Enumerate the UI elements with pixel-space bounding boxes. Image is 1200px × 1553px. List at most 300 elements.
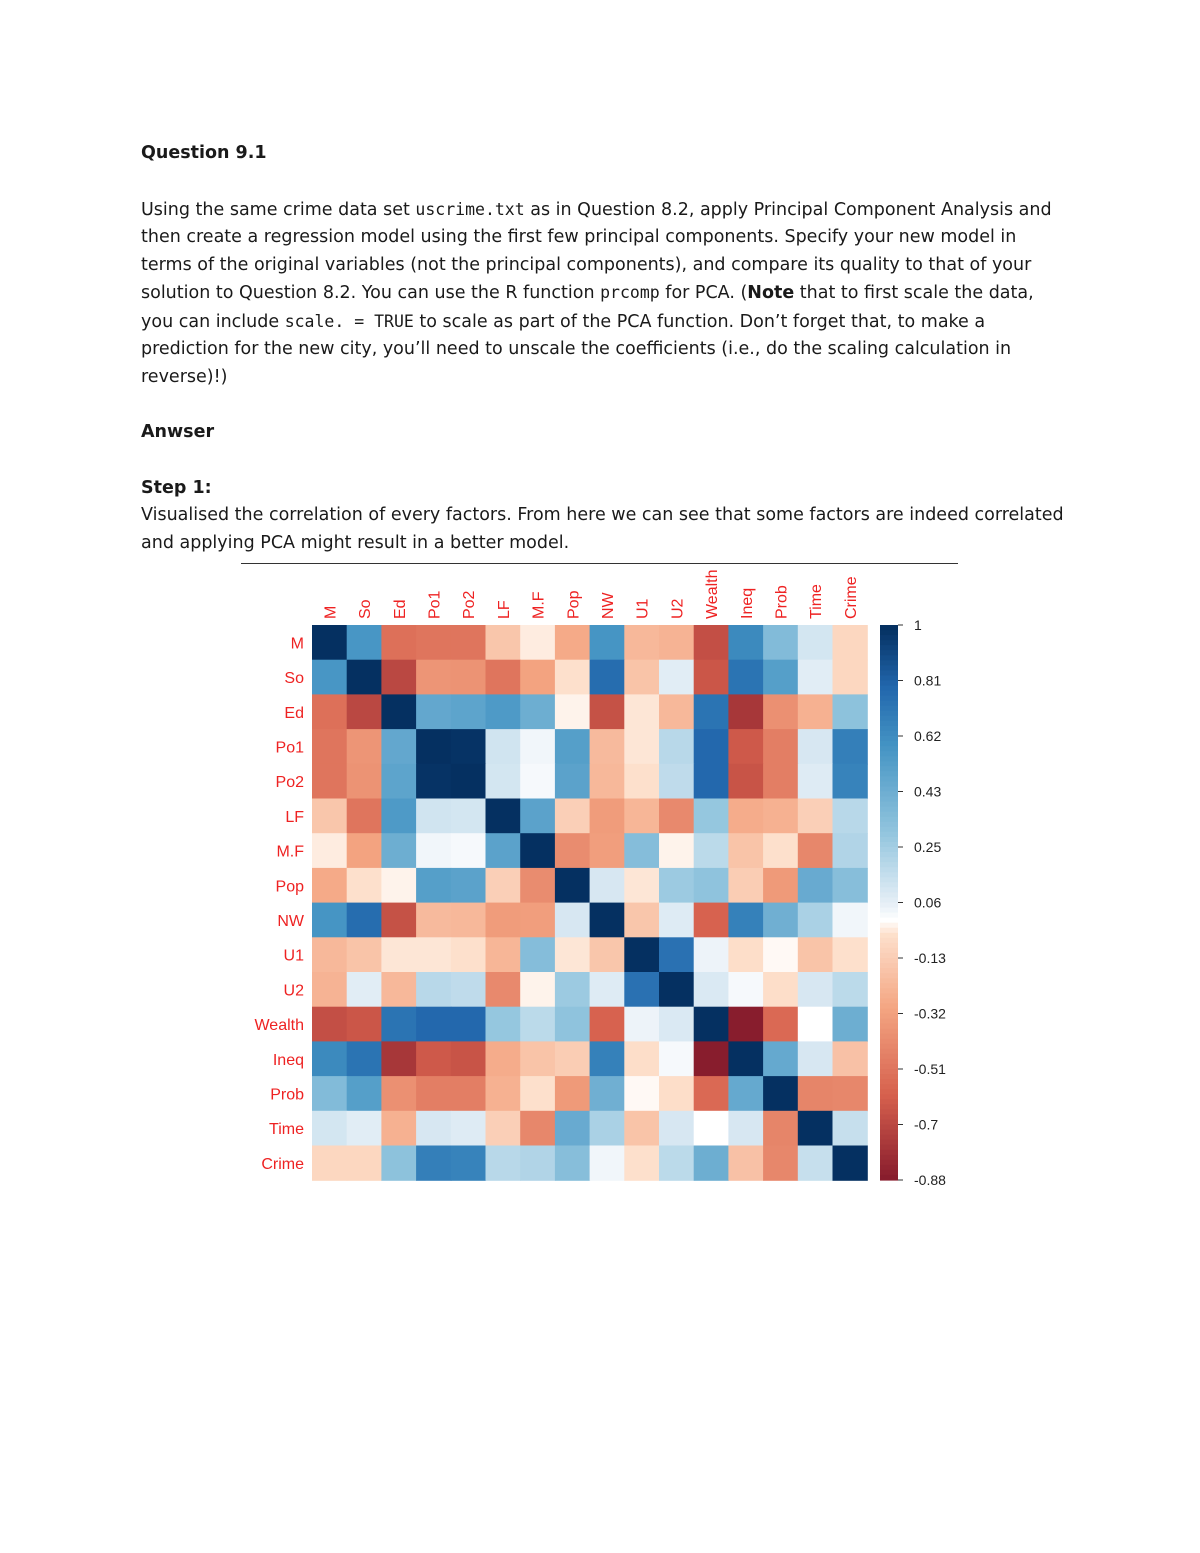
colorbar-segment bbox=[880, 665, 898, 671]
colorbar-segment bbox=[880, 963, 898, 969]
heatmap-cell-Crime-U2 bbox=[659, 1146, 694, 1181]
horizontal-rule bbox=[241, 563, 958, 564]
colorbar-segment bbox=[880, 903, 898, 909]
heatmap-cell-Pop-Pop bbox=[555, 868, 590, 903]
heatmap-cell-Wealth-M bbox=[312, 1007, 347, 1042]
heatmap-cell-Po1-LF bbox=[486, 729, 521, 764]
heatmap-cell-Crime-M bbox=[312, 1146, 347, 1181]
heatmap-cell-LF-Ineq bbox=[728, 799, 763, 834]
heatmap-cell-Ineq-Crime bbox=[833, 1041, 868, 1076]
colorbar-segment bbox=[880, 827, 898, 833]
heatmap-cell-NW-U1 bbox=[624, 903, 659, 938]
heatmap-cell-M-Po2 bbox=[451, 625, 486, 660]
colorbar-segment bbox=[880, 983, 898, 989]
colorbar-segment bbox=[880, 746, 898, 752]
heatmap-cell-Po1-U2 bbox=[659, 729, 694, 764]
heatmap-cell-Prob-M bbox=[312, 1076, 347, 1111]
heatmap-cell-Pop-M.F bbox=[520, 868, 555, 903]
heatmap-cell-So-Time bbox=[798, 660, 833, 695]
colorbar-segment bbox=[880, 1054, 898, 1060]
heatmap-cell-Po2-U1 bbox=[624, 764, 659, 799]
colorbar-tick-label: -0.7 bbox=[914, 1116, 939, 1133]
heatmap-cell-U2-M bbox=[312, 972, 347, 1007]
colorbar-segment bbox=[880, 817, 898, 823]
heatmap-cell-U2-Crime bbox=[833, 972, 868, 1007]
heatmap-cell-Ed-U1 bbox=[624, 694, 659, 729]
colorbar-segment bbox=[880, 933, 898, 939]
heatmap-cell-Pop-Ed bbox=[381, 868, 416, 903]
heatmap-cell-LF-NW bbox=[590, 799, 625, 834]
col-label-Po2: Po2 bbox=[461, 590, 479, 619]
heatmap-cell-Wealth-Po1 bbox=[416, 1007, 451, 1042]
heatmap-cell-Po1-NW bbox=[590, 729, 625, 764]
heatmap-cell-Crime-U1 bbox=[624, 1146, 659, 1181]
code-prcomp: prcomp bbox=[600, 283, 660, 302]
heatmap-cell-Crime-Po1 bbox=[416, 1146, 451, 1181]
heatmap-cell-U1-So bbox=[347, 937, 382, 972]
colorbar-segment bbox=[880, 1150, 898, 1156]
colorbar-segment bbox=[880, 1074, 898, 1080]
heatmap-cell-M-Crime bbox=[833, 625, 868, 660]
col-label-Po1: Po1 bbox=[426, 590, 444, 619]
heatmap-cell-U1-U1 bbox=[624, 937, 659, 972]
colorbar-segment bbox=[880, 706, 898, 712]
row-label-Ineq: Ineq bbox=[272, 1051, 304, 1069]
note-label: Note bbox=[747, 283, 795, 303]
heatmap-cell-NW-Crime bbox=[833, 903, 868, 938]
heatmap-cell-So-Prob bbox=[763, 660, 798, 695]
row-label-Prob: Prob bbox=[270, 1086, 304, 1104]
heatmap-cell-Pop-U2 bbox=[659, 868, 694, 903]
question-title: Question 9.1 bbox=[141, 143, 267, 163]
heatmap-cell-Ed-Time bbox=[798, 694, 833, 729]
heatmap-cell-LF-M bbox=[312, 799, 347, 834]
heatmap-cell-Pop-Crime bbox=[833, 868, 868, 903]
heatmap-cell-Ineq-Wealth bbox=[694, 1041, 729, 1076]
colorbar-segment bbox=[880, 1003, 898, 1009]
heatmap-cell-Po2-Po1 bbox=[416, 764, 451, 799]
heatmap-cell-M.F-U2 bbox=[659, 833, 694, 868]
heatmap-cell-LF-Ed bbox=[381, 799, 416, 834]
heatmap-cell-Time-Ineq bbox=[728, 1111, 763, 1146]
col-label-U2: U2 bbox=[669, 598, 687, 619]
colorbar-segment bbox=[880, 1049, 898, 1055]
heatmap-cell-Ed-M bbox=[312, 694, 347, 729]
heatmap-cell-Prob-Wealth bbox=[694, 1076, 729, 1111]
colorbar-segment bbox=[880, 1084, 898, 1090]
row-label-Ed: Ed bbox=[284, 704, 304, 722]
heatmap-cell-Ineq-M bbox=[312, 1041, 347, 1076]
heatmap-cell-Ed-Pop bbox=[555, 694, 590, 729]
heatmap-cell-Pop-Po1 bbox=[416, 868, 451, 903]
row-label-Pop: Pop bbox=[275, 878, 304, 896]
heatmap-cell-U1-Ed bbox=[381, 937, 416, 972]
heatmap-cell-Po1-Pop bbox=[555, 729, 590, 764]
heatmap-cell-Time-U2 bbox=[659, 1111, 694, 1146]
heatmap-cell-Ineq-So bbox=[347, 1041, 382, 1076]
col-label-Time: Time bbox=[808, 584, 826, 619]
heatmap-cell-M-Po1 bbox=[416, 625, 451, 660]
colorbar-segment bbox=[880, 943, 898, 949]
heatmap-cell-Crime-Ineq bbox=[728, 1146, 763, 1181]
heatmap-cell-U2-Ineq bbox=[728, 972, 763, 1007]
row-label-NW: NW bbox=[277, 912, 304, 930]
heatmap-cell-Prob-Pop bbox=[555, 1076, 590, 1111]
heatmap-cell-NW-Po1 bbox=[416, 903, 451, 938]
heatmap-cell-U1-Po1 bbox=[416, 937, 451, 972]
col-label-M: M bbox=[322, 605, 340, 619]
heatmap-cell-Pop-So bbox=[347, 868, 382, 903]
colorbar-segment bbox=[880, 640, 898, 646]
heatmap-cell-Pop-M bbox=[312, 868, 347, 903]
heatmap-cell-Time-U1 bbox=[624, 1111, 659, 1146]
heatmap-cell-U2-M.F bbox=[520, 972, 555, 1007]
heatmap-cell-Time-Po2 bbox=[451, 1111, 486, 1146]
colorbar-segment bbox=[880, 670, 898, 676]
heatmap-cell-M.F-LF bbox=[486, 833, 521, 868]
colorbar-segment bbox=[880, 781, 898, 787]
document-body bbox=[141, 140, 1071, 557]
heatmap-cell-Time-M.F bbox=[520, 1111, 555, 1146]
colorbar-segment bbox=[880, 786, 898, 792]
colorbar-segment bbox=[880, 797, 898, 803]
heatmap-cell-Ed-Ed bbox=[381, 694, 416, 729]
heatmap-cell-Ineq-Po2 bbox=[451, 1041, 486, 1076]
heatmap-cell-Pop-U1 bbox=[624, 868, 659, 903]
col-label-M.F: M.F bbox=[530, 591, 548, 619]
colorbar-tick-label: 1 bbox=[914, 617, 922, 633]
heatmap-cell-Prob-Crime bbox=[833, 1076, 868, 1111]
colorbar-segment bbox=[880, 731, 898, 737]
heatmap-cell-LF-Po1 bbox=[416, 799, 451, 834]
heatmap-cell-M-Ed bbox=[381, 625, 416, 660]
col-label-LF: LF bbox=[495, 600, 513, 619]
col-label-Crime: Crime bbox=[842, 576, 860, 619]
heatmap-cell-So-U2 bbox=[659, 660, 694, 695]
heatmap-cell-M.F-Po2 bbox=[451, 833, 486, 868]
colorbar-segment bbox=[880, 857, 898, 863]
heatmap-cell-Po2-Po2 bbox=[451, 764, 486, 799]
heatmap-cell-Crime-Pop bbox=[555, 1146, 590, 1181]
colorbar-tick-label: -0.32 bbox=[914, 1005, 946, 1022]
heatmap-cell-M.F-NW bbox=[590, 833, 625, 868]
heatmap-cell-So-Po1 bbox=[416, 660, 451, 695]
heatmap-cell-M.F-Ineq bbox=[728, 833, 763, 868]
colorbar-segment bbox=[880, 998, 898, 1004]
colorbar-segment bbox=[880, 918, 898, 924]
heatmap-cell-Ed-Po2 bbox=[451, 694, 486, 729]
colorbar-segment bbox=[880, 726, 898, 732]
colorbar-segment bbox=[880, 655, 898, 661]
heatmap-cell-M-Wealth bbox=[694, 625, 729, 660]
colorbar-segment bbox=[880, 802, 898, 808]
colorbar-segment bbox=[880, 696, 898, 702]
heatmap-cell-M-M bbox=[312, 625, 347, 660]
col-label-U1: U1 bbox=[634, 598, 652, 619]
heatmap-cell-NW-LF bbox=[486, 903, 521, 938]
heatmap-cell-Ed-Po1 bbox=[416, 694, 451, 729]
colorbar-segment bbox=[880, 953, 898, 959]
heatmap-cell-Po1-Wealth bbox=[694, 729, 729, 764]
heatmap-cell-LF-Prob bbox=[763, 799, 798, 834]
heatmap-cell-Po2-Ed bbox=[381, 764, 416, 799]
heatmap-cell-Wealth-M.F bbox=[520, 1007, 555, 1042]
col-label-Ed: Ed bbox=[391, 599, 409, 619]
heatmap-cell-Pop-Po2 bbox=[451, 868, 486, 903]
colorbar-segment bbox=[880, 1155, 898, 1161]
colorbar-segment bbox=[880, 1008, 898, 1014]
colorbar-segment bbox=[880, 1079, 898, 1085]
heatmap-cell-Po2-Ineq bbox=[728, 764, 763, 799]
colorbar-segment bbox=[880, 776, 898, 782]
heatmap-cell-So-M.F bbox=[520, 660, 555, 695]
colorbar-segment bbox=[880, 948, 898, 954]
heatmap-cell-U2-Ed bbox=[381, 972, 416, 1007]
colorbar-segment bbox=[880, 686, 898, 692]
heatmap-cell-Wealth-U2 bbox=[659, 1007, 694, 1042]
row-label-Wealth: Wealth bbox=[254, 1017, 304, 1035]
heatmap-cell-U1-Crime bbox=[833, 937, 868, 972]
heatmap-cell-Po1-Ineq bbox=[728, 729, 763, 764]
heatmap-cell-Crime-Crime bbox=[833, 1146, 868, 1181]
colorbar-segment bbox=[880, 978, 898, 984]
heatmap-cell-M.F-So bbox=[347, 833, 382, 868]
colorbar-segment bbox=[880, 675, 898, 681]
colorbar-segment bbox=[880, 761, 898, 767]
heatmap-cell-So-NW bbox=[590, 660, 625, 695]
colorbar-segment bbox=[880, 807, 898, 813]
heatmap-cell-Time-Ed bbox=[381, 1111, 416, 1146]
heatmap-cell-NW-Ed bbox=[381, 903, 416, 938]
heatmap-cell-U2-So bbox=[347, 972, 382, 1007]
heatmap-cell-Prob-Time bbox=[798, 1076, 833, 1111]
heatmap-cell-So-LF bbox=[486, 660, 521, 695]
colorbar-segment bbox=[880, 1170, 898, 1176]
heatmap-cell-Prob-NW bbox=[590, 1076, 625, 1111]
heatmap-cell-NW-Wealth bbox=[694, 903, 729, 938]
heatmap-cell-U1-M.F bbox=[520, 937, 555, 972]
heatmap-cell-Time-Time bbox=[798, 1111, 833, 1146]
heatmap-cell-U1-Prob bbox=[763, 937, 798, 972]
heatmap-cell-Ineq-U2 bbox=[659, 1041, 694, 1076]
question-text-part1: Using the same crime data set bbox=[141, 199, 416, 220]
colorbar-segment bbox=[880, 897, 898, 903]
heatmap-cell-Ineq-Pop bbox=[555, 1041, 590, 1076]
heatmap-cell-Prob-Prob bbox=[763, 1076, 798, 1111]
heatmap-cell-Time-So bbox=[347, 1111, 382, 1146]
heatmap-cell-Po1-So bbox=[347, 729, 382, 764]
colorbar-tick-label: -0.88 bbox=[914, 1172, 946, 1188]
heatmap-cell-Ed-Wealth bbox=[694, 694, 729, 729]
heatmap-cell-LF-U2 bbox=[659, 799, 694, 834]
heatmap-cell-NW-So bbox=[347, 903, 382, 938]
heatmap-cell-M-M.F bbox=[520, 625, 555, 660]
heatmap-cell-M-So bbox=[347, 625, 382, 660]
heatmap-cell-LF-Po2 bbox=[451, 799, 486, 834]
heatmap-cell-Time-Po1 bbox=[416, 1111, 451, 1146]
heatmap-cell-U1-Time bbox=[798, 937, 833, 972]
heatmap-cell-U1-M bbox=[312, 937, 347, 972]
heatmap-cell-Ineq-NW bbox=[590, 1041, 625, 1076]
colorbar-segment bbox=[880, 711, 898, 717]
colorbar-segment bbox=[880, 1019, 898, 1025]
heatmap-cell-NW-NW bbox=[590, 903, 625, 938]
question-text bbox=[141, 196, 1071, 392]
colorbar-segment bbox=[880, 736, 898, 742]
heatmap-cell-M.F-Ed bbox=[381, 833, 416, 868]
colorbar-tick-label: 0.25 bbox=[914, 839, 942, 855]
col-label-NW: NW bbox=[599, 592, 617, 619]
colorbar-segment bbox=[880, 1175, 898, 1181]
heatmap-cell-NW-Po2 bbox=[451, 903, 486, 938]
heatmap-cell-Ed-So bbox=[347, 694, 382, 729]
colorbar-segment bbox=[880, 660, 898, 666]
heatmap-cell-Wealth-Ed bbox=[381, 1007, 416, 1042]
heatmap-cell-Crime-Ed bbox=[381, 1146, 416, 1181]
question-text-part5: to scale as part of the PCA function. Don’t forget that, to make a prediction for the new city, you’ll need to unscale the coefficients (i.e., do the scaling calculation in reverse)!) bbox=[141, 311, 1012, 387]
heatmap-cell-Po2-LF bbox=[486, 764, 521, 799]
heatmap-cell-LF-M.F bbox=[520, 799, 555, 834]
heatmap-cell-Wealth-Time bbox=[798, 1007, 833, 1042]
heatmap-cell-Po2-Pop bbox=[555, 764, 590, 799]
heatmap-cell-M.F-Pop bbox=[555, 833, 590, 868]
colorbar-segment bbox=[880, 1135, 898, 1141]
heatmap-cell-Po2-NW bbox=[590, 764, 625, 799]
heatmap-cell-Time-NW bbox=[590, 1111, 625, 1146]
heatmap-cell-So-Pop bbox=[555, 660, 590, 695]
heatmap-cell-Time-M bbox=[312, 1111, 347, 1146]
heatmap-cell-Ed-LF bbox=[486, 694, 521, 729]
colorbar-segment bbox=[880, 630, 898, 636]
heatmap-cell-Crime-Po2 bbox=[451, 1146, 486, 1181]
heatmap-cell-M.F-Wealth bbox=[694, 833, 729, 868]
heatmap-cell-So-U1 bbox=[624, 660, 659, 695]
heatmap-cell-Wealth-Crime bbox=[833, 1007, 868, 1042]
heatmap-cell-Ineq-Prob bbox=[763, 1041, 798, 1076]
heatmap-cell-Wealth-So bbox=[347, 1007, 382, 1042]
question-text-part2: as in Question 8.2, apply Principal Component Analysis and then create a regression model using the first few principal components. Specify your new model in terms of the original variables (not the principal components), and compare its quality to that of your solution to Question 8.2. You can use the R function bbox=[141, 199, 1052, 303]
heatmap-cell-U1-LF bbox=[486, 937, 521, 972]
heatmap-cell-NW-Pop bbox=[555, 903, 590, 938]
colorbar-segment bbox=[880, 792, 898, 798]
colorbar-tick-label: -0.13 bbox=[914, 950, 946, 966]
colorbar-segment bbox=[880, 650, 898, 656]
colorbar-tick-label: 0.06 bbox=[914, 894, 942, 911]
heatmap-cell-Wealth-NW bbox=[590, 1007, 625, 1042]
heatmap-cell-Wealth-Po2 bbox=[451, 1007, 486, 1042]
answer-heading: Anwser bbox=[141, 422, 215, 442]
step-text: Visualised the correlation of every factors. From here we can see that some factors are indeed correlated and applying PCA might result in a better model. bbox=[141, 505, 1064, 553]
colorbar-segment bbox=[880, 1160, 898, 1166]
heatmap-cell-M-U1 bbox=[624, 625, 659, 660]
heatmap-cell-So-M bbox=[312, 660, 347, 695]
colorbar-segment bbox=[880, 908, 898, 914]
heatmap-cell-Prob-So bbox=[347, 1076, 382, 1111]
heatmap-cell-M.F-Po1 bbox=[416, 833, 451, 868]
heatmap-cell-M.F-M bbox=[312, 833, 347, 868]
heatmap-cell-Prob-Ineq bbox=[728, 1076, 763, 1111]
colorbar-segment bbox=[880, 756, 898, 762]
heatmap-cell-Prob-U2 bbox=[659, 1076, 694, 1111]
colorbar-segment bbox=[880, 847, 898, 853]
heatmap-cell-LF-Pop bbox=[555, 799, 590, 834]
heatmap-cell-Po1-Crime bbox=[833, 729, 868, 764]
colorbar-segment bbox=[880, 751, 898, 757]
colorbar-segment bbox=[880, 958, 898, 964]
row-label-U1: U1 bbox=[283, 947, 304, 965]
heatmap-cell-Ineq-Time bbox=[798, 1041, 833, 1076]
colorbar-segment bbox=[880, 741, 898, 747]
heatmap-cell-Time-Wealth bbox=[694, 1111, 729, 1146]
colorbar-segment bbox=[880, 766, 898, 772]
col-label-Wealth: Wealth bbox=[704, 569, 722, 619]
heatmap-cell-Po1-Prob bbox=[763, 729, 798, 764]
heatmap-cell-Prob-M.F bbox=[520, 1076, 555, 1111]
colorbar-segment bbox=[880, 1130, 898, 1136]
heatmap-cell-Crime-Prob bbox=[763, 1146, 798, 1181]
heatmap-cell-U1-U2 bbox=[659, 937, 694, 972]
heatmap-cell-So-Ed bbox=[381, 660, 416, 695]
heatmap-cell-Crime-Time bbox=[798, 1146, 833, 1181]
row-label-Po2: Po2 bbox=[275, 774, 304, 792]
heatmap-cell-So-Po2 bbox=[451, 660, 486, 695]
colorbar-segment bbox=[880, 867, 898, 873]
colorbar-segment bbox=[880, 635, 898, 641]
heatmap-cell-U2-U2 bbox=[659, 972, 694, 1007]
heatmap-cell-Wealth-Ineq bbox=[728, 1007, 763, 1042]
row-label-Crime: Crime bbox=[261, 1155, 304, 1173]
heatmap-cell-Wealth-Prob bbox=[763, 1007, 798, 1042]
heatmap-cell-LF-U1 bbox=[624, 799, 659, 834]
heatmap-cell-NW-M.F bbox=[520, 903, 555, 938]
heatmap-cell-Prob-LF bbox=[486, 1076, 521, 1111]
code-uscrime: uscrime.txt bbox=[415, 199, 525, 219]
colorbar-segment bbox=[880, 625, 898, 631]
colorbar-segment bbox=[880, 938, 898, 944]
row-label-Time: Time bbox=[269, 1121, 304, 1139]
heatmap-cell-U1-Pop bbox=[555, 937, 590, 972]
colorbar-segment bbox=[880, 852, 898, 858]
colorbar-segment bbox=[880, 721, 898, 727]
colorbar-segment bbox=[880, 923, 898, 929]
colorbar-segment bbox=[880, 1125, 898, 1131]
heatmap-cell-Crime-So bbox=[347, 1146, 382, 1181]
heatmap-cell-So-Wealth bbox=[694, 660, 729, 695]
heatmap-cell-Crime-LF bbox=[486, 1146, 521, 1181]
heatmap-cell-LF-Crime bbox=[833, 799, 868, 834]
heatmap-cell-Ed-Prob bbox=[763, 694, 798, 729]
colorbar-segment bbox=[880, 837, 898, 843]
heatmap-cell-Wealth-Wealth bbox=[694, 1007, 729, 1042]
colorbar-segment bbox=[880, 892, 898, 898]
colorbar-segment bbox=[880, 645, 898, 651]
heatmap-cell-Time-LF bbox=[486, 1111, 521, 1146]
heatmap-cell-NW-M bbox=[312, 903, 347, 938]
colorbar-tick-label: 0.62 bbox=[914, 728, 942, 744]
heatmap-cell-Po1-M bbox=[312, 729, 347, 764]
row-label-Po1: Po1 bbox=[275, 739, 304, 757]
heatmap-cell-U2-Time bbox=[798, 972, 833, 1007]
colorbar-segment bbox=[880, 1140, 898, 1146]
heatmap-cell-U2-Po1 bbox=[416, 972, 451, 1007]
heatmap-cell-Crime-NW bbox=[590, 1146, 625, 1181]
row-label-M: M bbox=[290, 635, 304, 653]
heatmap-cell-M-U2 bbox=[659, 625, 694, 660]
heatmap-cell-U1-Wealth bbox=[694, 937, 729, 972]
colorbar-segment bbox=[880, 973, 898, 979]
heatmap-cell-Crime-Wealth bbox=[694, 1146, 729, 1181]
heatmap-cell-NW-Ineq bbox=[728, 903, 763, 938]
